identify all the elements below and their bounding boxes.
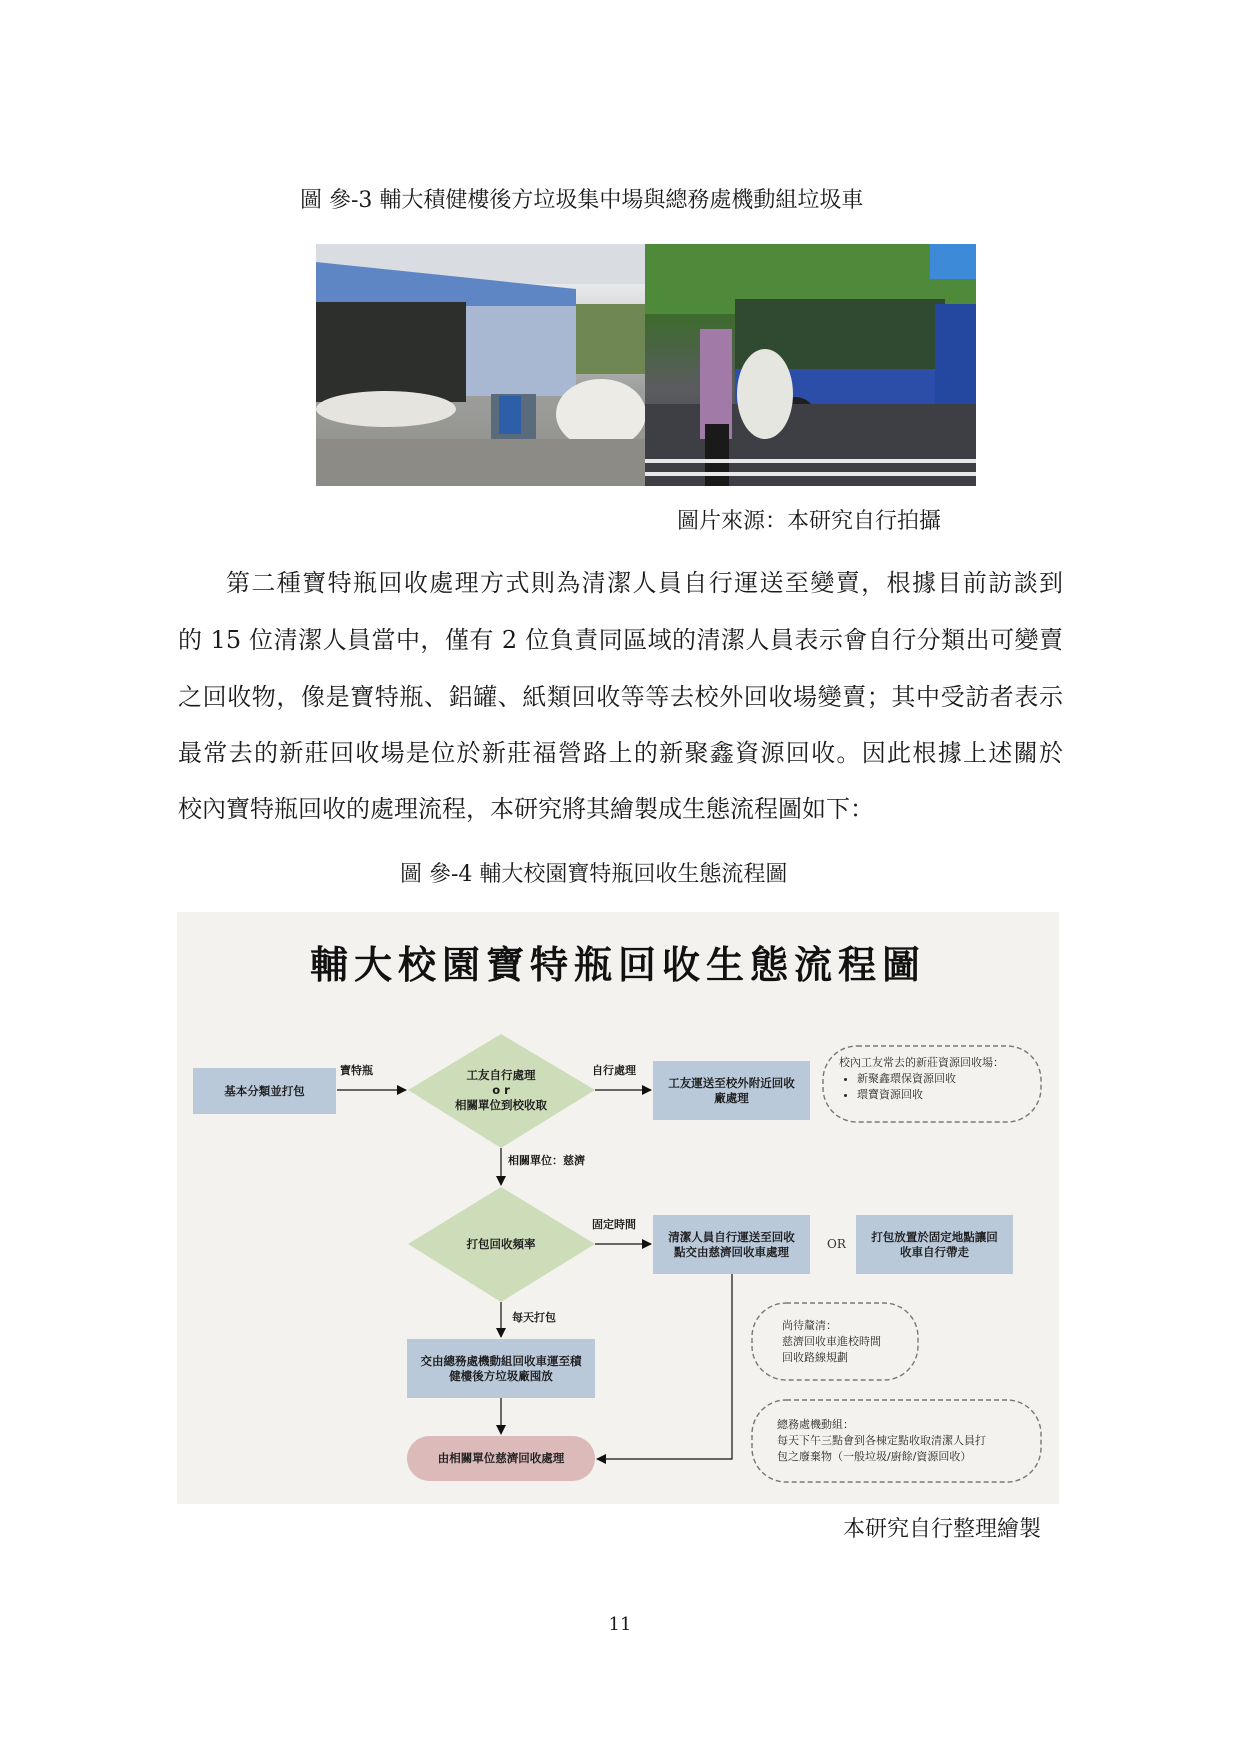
edge-label-related-unit: 相關單位：慈濟 xyxy=(508,1154,585,1167)
photo-garbage-truck xyxy=(645,244,976,486)
paragraph-line: 之回收物，像是寶特瓶、鋁罐、紙類回收等等去校外回收場變賣；其中受訪者表示 xyxy=(178,683,1063,711)
node-decision-1 xyxy=(423,1060,579,1120)
edge-label-daily: 每天打包 xyxy=(512,1311,556,1324)
photo-garbage-collection-shed xyxy=(316,244,645,486)
note-title: 總務處機動組： xyxy=(777,1418,854,1431)
decision-1-line-3: 相關單位到校收取 xyxy=(455,1097,547,1112)
node-label: 由相關單位慈濟回收處理 xyxy=(437,1451,565,1465)
node-fixed-time-tzu-chi xyxy=(653,1215,810,1274)
note-title: 校內工友常去的新莊資源回收場： xyxy=(839,1056,1004,1069)
node-basic-sort-pack xyxy=(193,1068,336,1114)
note-line: 每天下午三點會到各棟定點收取清潔人員打 xyxy=(777,1434,986,1447)
figure-3-source: 圖片來源：本研究自行拍攝 xyxy=(677,509,942,534)
node-label: 交由總務處機動組回收車運至積健樓後方垃圾廠囤放 xyxy=(420,1353,582,1383)
note-line: 回收路線規劃 xyxy=(782,1351,848,1364)
paragraph-line: 的 15 位清潔人員當中，僅有 2 位負責同區域的清潔人員表示會自行分類出可變賣 xyxy=(178,626,1063,654)
arrow-fixed-time-to-end xyxy=(597,1274,732,1459)
paragraph-line: 第二種寶特瓶回收處理方式則為清潔人員自行運送至變賣，根據目前訪談到 xyxy=(226,569,1063,597)
note-general-affairs xyxy=(777,1417,986,1465)
page-number: 11 xyxy=(608,1614,632,1635)
note-pending xyxy=(782,1318,881,1366)
node-general-affairs-truck xyxy=(407,1339,595,1398)
flowchart xyxy=(177,912,1059,1504)
flowchart-title: 輔大校園寶特瓶回收生態流程圖 xyxy=(309,943,926,987)
decision-1-line-2: o r xyxy=(492,1082,510,1097)
node-label: 清潔人員自行運送至回收點交由慈濟回收車處理 xyxy=(668,1229,795,1259)
note-line: 慈濟回收車進校時間 xyxy=(782,1335,881,1348)
flowchart-connectors xyxy=(177,912,1059,1504)
figure-4-caption: 圖 參-4 輔大校園寶特瓶回收生態流程圖 xyxy=(400,862,788,887)
node-label: 工友運送至校外附近回收廠處理 xyxy=(668,1075,795,1105)
note-recycle-sites xyxy=(839,1055,1004,1103)
paragraph-line: 校內寶特瓶回收的處理流程，本研究將其繪製成生態流程圖如下： xyxy=(178,795,874,823)
or-label: OR xyxy=(827,1237,846,1251)
note-title: 尚待釐清： xyxy=(782,1319,837,1332)
note-list-item: • 新聚鑫環保資源回收 xyxy=(857,1071,1004,1087)
decision-1-line-1: 工友自行處理 xyxy=(466,1067,536,1082)
note-list-item: • 環寶資源回收 xyxy=(857,1087,1004,1103)
note-line: 包之廢棄物（一般垃圾/廚餘/資源回收） xyxy=(777,1450,972,1463)
paragraph-line: 最常去的新莊回收場是位於新莊福營路上的新聚鑫資源回收。因此根據上述關於 xyxy=(178,739,1063,767)
node-self-transport xyxy=(653,1061,810,1120)
edge-label-bottle: 寶特瓶 xyxy=(340,1064,373,1077)
figure-4-source: 本研究自行整理繪製 xyxy=(843,1517,1042,1542)
edge-label-self-process: 自行處理 xyxy=(592,1064,636,1077)
figure-3-caption: 圖 參-3 輔大積健樓後方垃圾集中場與總務處機動組垃圾車 xyxy=(300,188,864,213)
node-label: 打包回收頻率 xyxy=(466,1236,536,1251)
node-end-tzu-chi-processing xyxy=(407,1436,595,1481)
node-decision-2 xyxy=(423,1232,579,1256)
edge-label-fixed-time: 固定時間 xyxy=(592,1218,636,1231)
node-label: 基本分類並打包 xyxy=(224,1083,305,1098)
node-fixed-location-pickup xyxy=(856,1215,1013,1274)
node-label: 打包放置於固定地點讓回收車自行帶走 xyxy=(871,1229,998,1259)
